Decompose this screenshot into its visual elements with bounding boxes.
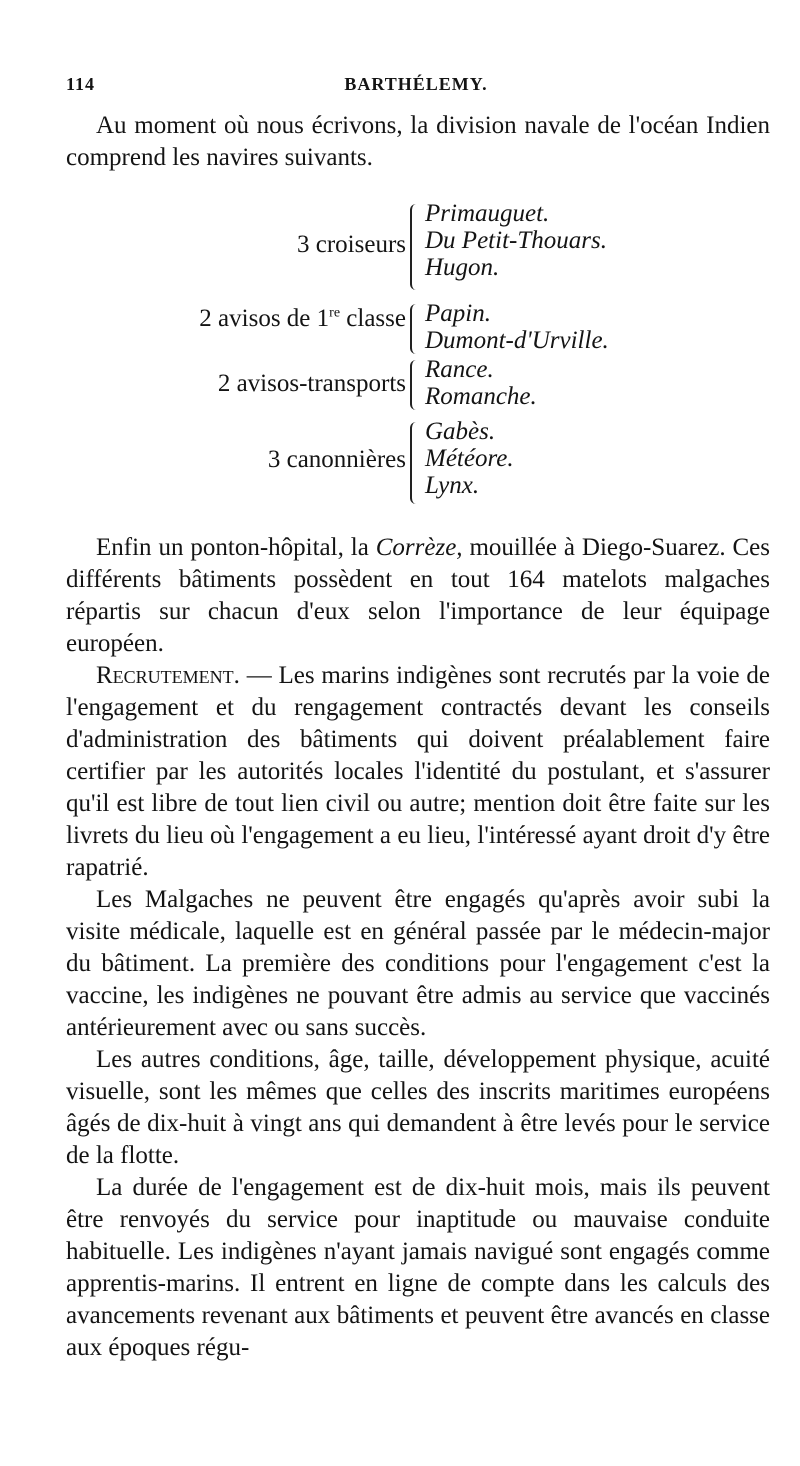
- ship-name: Gabès.: [425, 418, 496, 445]
- ship-list: [425, 356, 537, 410]
- intro-paragraph: [66, 110, 770, 174]
- paragraph-visite: Les Malgaches ne peuvent être engagés qu'après avoir subi la visite médicale, laquelle est en général passée par le médecin-major du bâtiment. La première des conditions pour l'engagement c'est la vaccine, les indigènes ne pouvant être admis au service que vaccinés antérieurement avec ou sans succès.: [66, 886, 770, 1041]
- ship-name: Météore.: [425, 445, 514, 472]
- paragraph-ponton: [66, 532, 770, 660]
- section-heading: Recrutement.: [96, 662, 240, 689]
- text-run: mouillée à Diego-Suarez. Ces différents bâtiments possèdent en tout 164 matelots malgaches répartis sur chacun d'eux selon l'importance de leur équipage européen.: [66, 534, 770, 657]
- ship-name: Romanche.: [425, 383, 537, 410]
- ship-name: Dumont-d'Urville.: [425, 327, 609, 354]
- ship-name: Primauguet.: [425, 200, 550, 227]
- fleet-group-label: 3 canonnières: [267, 446, 406, 473]
- ship-list: [425, 418, 514, 499]
- brace: [410, 422, 422, 504]
- ship-list: [425, 300, 609, 354]
- ship-name-inline: Corrèze,: [375, 534, 463, 561]
- body-text: [66, 532, 770, 1364]
- running-title: BARTHÉLEMY.: [344, 74, 488, 94]
- page-number: 114: [66, 74, 96, 94]
- ship-name: Papin.: [425, 300, 491, 327]
- intro-text: Au moment où nous écrivons, la division navale de l'océan Indien comprend les navires suivants.: [66, 112, 770, 171]
- text-run: Enfin un ponton-hôpital, la: [96, 534, 376, 561]
- ship-list: [425, 200, 607, 281]
- brace: [410, 204, 422, 290]
- page-header: [66, 74, 766, 102]
- ship-name: Rance.: [425, 356, 494, 383]
- fleet-group-label: 3 croiseurs: [297, 231, 406, 258]
- fleet-group-label: 2 avisos de 1re classe: [199, 305, 406, 332]
- ship-name: Du Petit-Thouars.: [425, 227, 607, 254]
- paragraph-recrutement: [66, 660, 770, 884]
- text-run: — Les marins indigènes sont recrutés par la voie de l'engagement et du rengagement contractés devant les conseils d'administration des bâtiments qui doivent préalablement faire certifier par les autorités locales l'identité du postulant, et s'assurer qu'il est libre de tout lien civil ou autre; mention doit être faite sur les livrets du lieu où l'engagement a eu lieu, l'intéressé ayant droit d'y être rapatrié.: [66, 662, 770, 881]
- brace: [410, 360, 422, 410]
- brace: [410, 304, 422, 354]
- paragraph-duree: La durée de l'engagement est de dix-huit mois, mais ils peuvent être renvoyés du service pour inaptitude ou mauvaise conduite habituelle. Les indigènes n'ayant jamais navigué sont engagés comme apprentis-marins. Il entrent en ligne de compte dans les calculs des avancements revenant aux bâtiments et peuvent être avancés en classe aux époques régu-: [66, 1174, 770, 1361]
- ship-name: Hugon.: [425, 254, 500, 281]
- paragraph-conditions: Les autres conditions, âge, taille, développement physique, acuité visuelle, sont les mêmes que celles des inscrits maritimes européens âgés de dix-huit à vingt ans qui demandent à être levés pour le service de la flotte.: [66, 1046, 770, 1169]
- fleet-group-label: 2 avisos-transports: [217, 370, 406, 397]
- ship-name: Lynx.: [425, 472, 480, 499]
